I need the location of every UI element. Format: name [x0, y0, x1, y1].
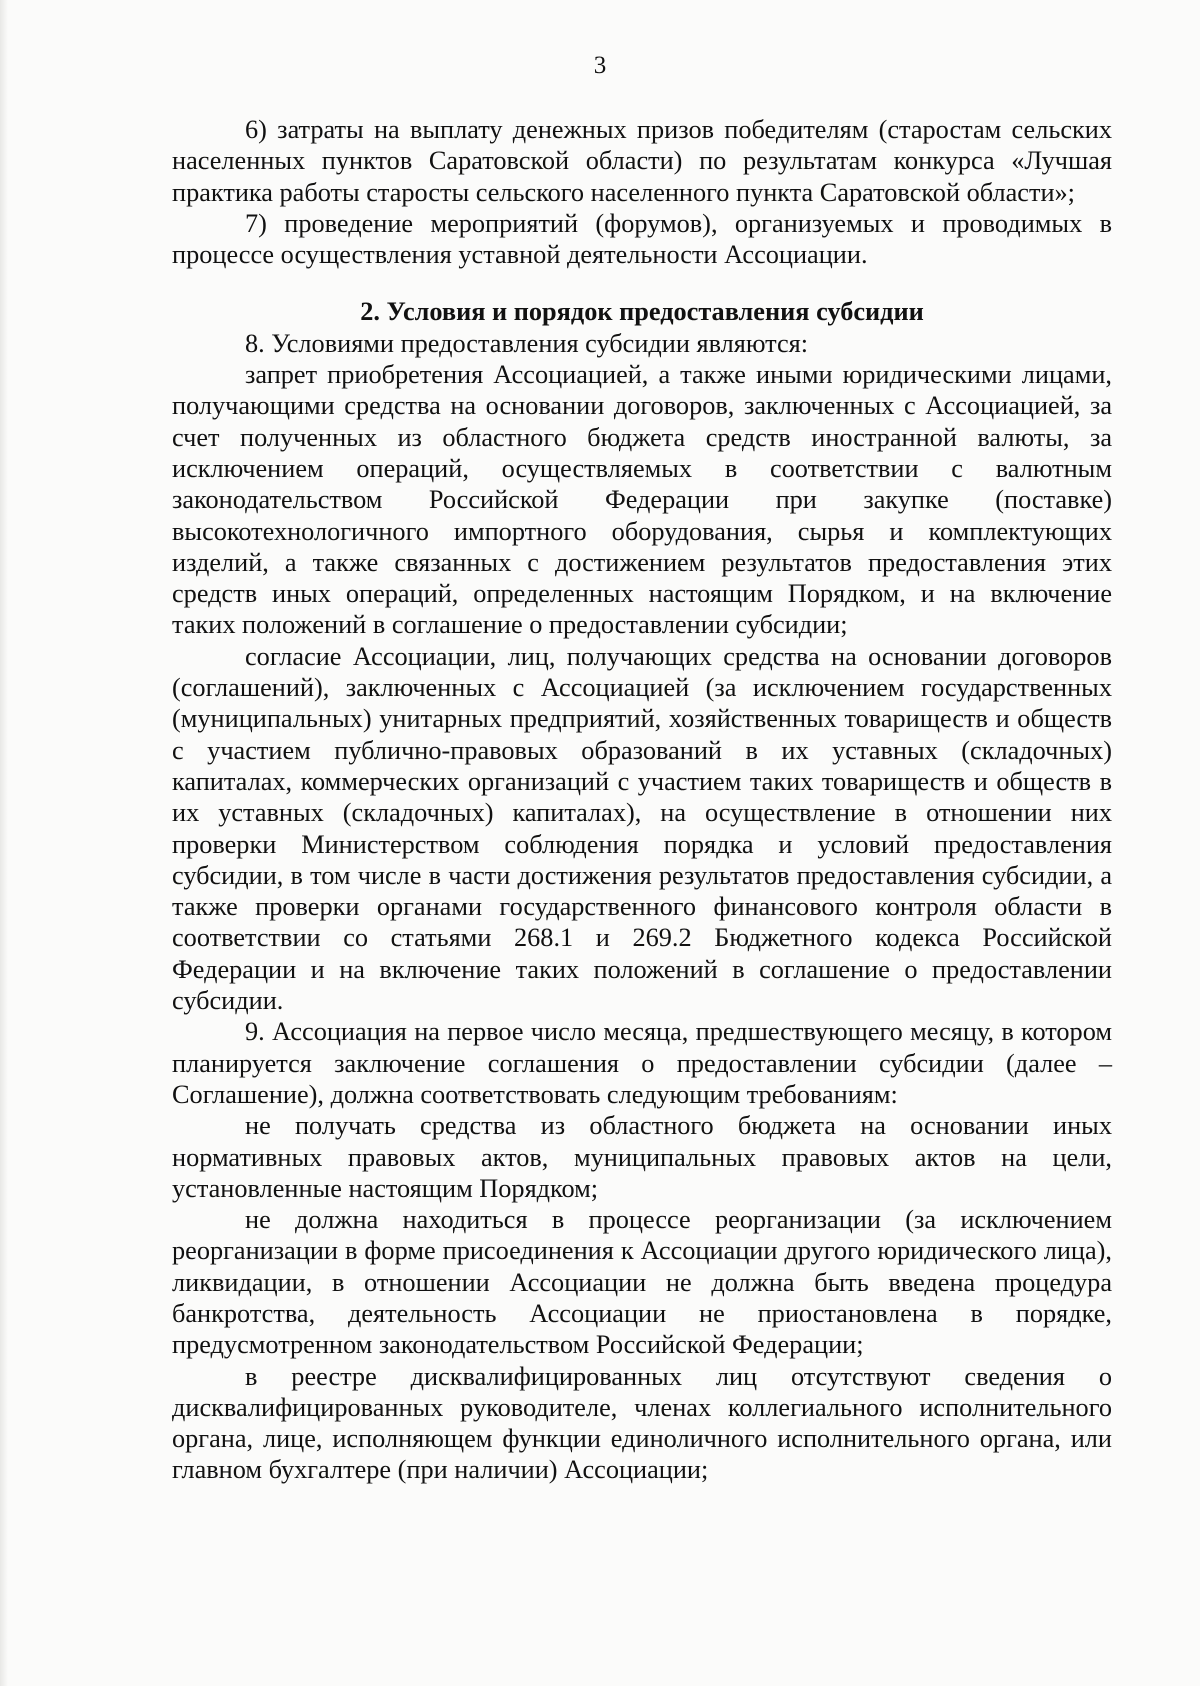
- section-heading: 2. Условия и порядок предоставления субсидии: [360, 297, 924, 327]
- paragraph-clause-9: 9. Ассоциация на первое число месяца, предшествующего месяцу, в котором планируется заключение соглашения о предоставлении субсидии (далее – Соглашение), должна соответствовать следующим требованиям:: [172, 1017, 1112, 1109]
- document-body: [172, 114, 1112, 1486]
- paragraph-no-reorganization: не должна находиться в процессе реорганизации (за исключением реорганизации в форме присоединения к Ассоциации другого юридического лица), ликвидации, в отношении Ассоциации не должна быть введена процедура банкротства, деятельность Ассоциации не приостановлена в порядке, предусмотренном законодательством Российской Федерации;: [172, 1205, 1112, 1360]
- page-number: 3: [593, 52, 607, 79]
- paragraph-item-7: 7) проведение мероприятий (форумов), организуемых и проводимых в процессе осуществления уставной деятельности Ассоциации.: [172, 208, 1112, 270]
- paragraph-no-other-funds: не получать средства из областного бюджета на основании иных нормативных правовых актов, муниципальных правовых актов на цели, установленные настоящим Порядком;: [172, 1111, 1112, 1203]
- paragraph-disqualified-registry: в реестре дисквалифицированных лиц отсутствуют сведения о дисквалифицированных руководителе, членах коллегиального исполнительного органа, лице, исполняющем функции единоличного исполнительного органа, или главном бухгалтере (при наличии) Ассоциации;: [172, 1361, 1112, 1485]
- paragraph-clause-8: 8. Условиями предоставления субсидии являются:: [245, 328, 809, 358]
- paragraph-currency-ban: запрет приобретения Ассоциацией, а также иными юридическими лицами, получающими средства на основании договоров, заключенных с Ассоциацией, за счет полученных из областного бюджета средств иностранной валюты, за исключением операций, осуществляемых в соответствии с валютным законодательством Российской Федерации при закупке (поставке) высокотехнологичного импортного оборудования, сырья и комплектующих изделий, а также связанных с достижением результатов предоставления этих средств иных операций, определенных настоящим Порядком, и на включение таких положений в соглашение о предоставлении субсидии;: [172, 360, 1112, 640]
- paragraph-item-6: 6) затраты на выплату денежных призов победителям (старостам сельских населенных пунктов Саратовской области) по результатам конкурса «Лучшая практика работы старосты сельского населенного пункта Саратовской области»;: [172, 115, 1112, 207]
- paragraph-inspection-consent: согласие Ассоциации, лиц, получающих средства на основании договоров (соглашений), заключенных с Ассоциацией (за исключением государственных (муниципальных) унитарных предприятий, хозяйственных товариществ и обществ с участием публично-правовых образований в их уставных (складочных) капиталах, коммерческих организаций с участием таких товариществ и обществ в их уставных (складочных) капиталах), на осуществление в отношении них проверки Министерством соблюдения порядка и условий предоставления субсидии, в том числе в части достижения результатов предоставления субсидии, а также проверки органами государственного финансового контроля области в соответствии со статьями 268.1 и 269.2 Бюджетного кодекса Российской Федерации и на включение таких положений в соглашение о предоставлении субсидии.: [172, 641, 1112, 1016]
- scan-edge: [0, 0, 8, 1686]
